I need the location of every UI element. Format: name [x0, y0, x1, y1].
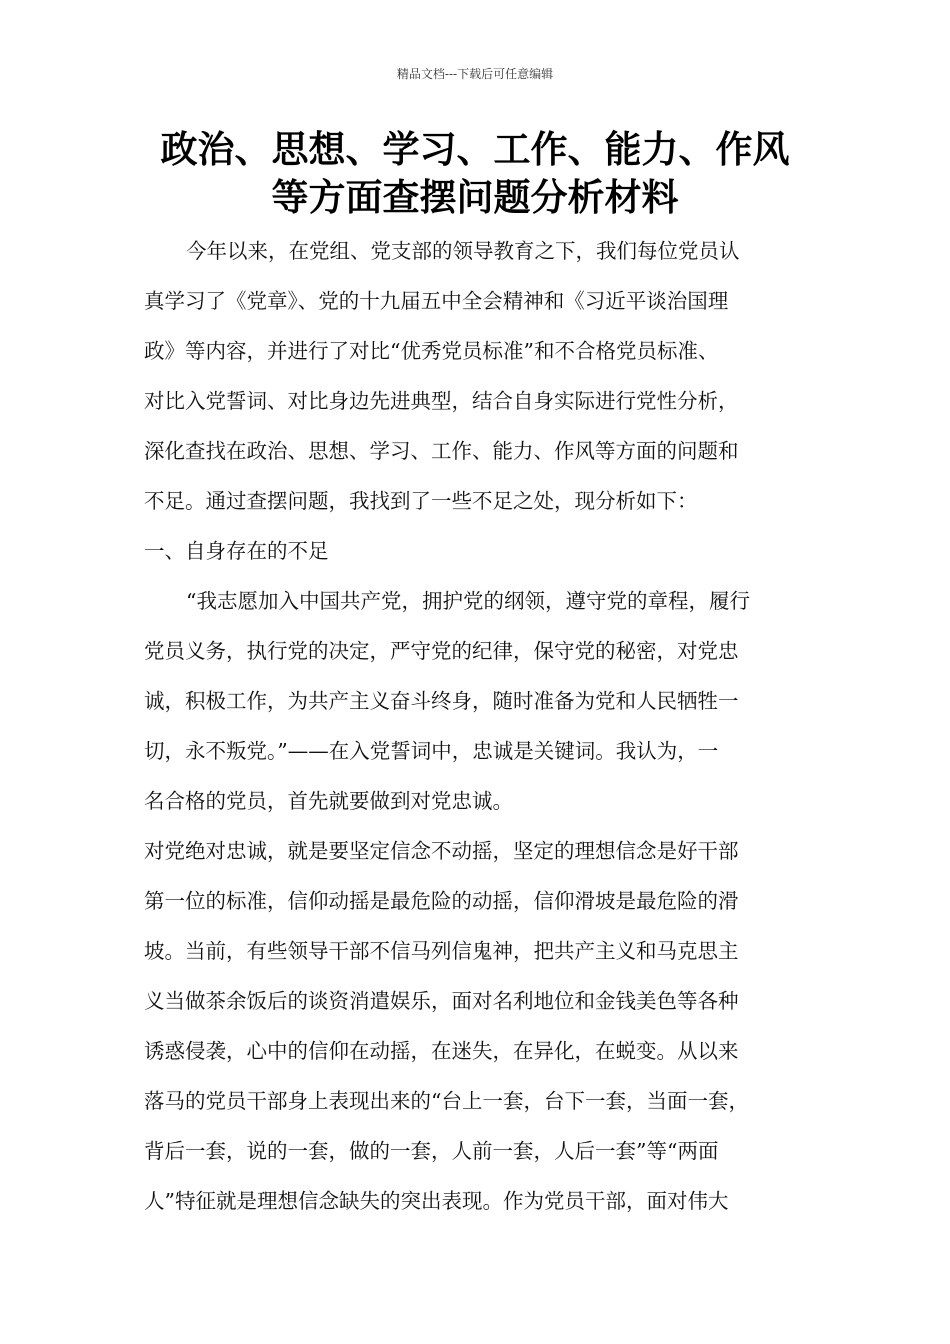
text-line: “我志愿加入中国共产党，拥护党的纲领，遵守党的章程，履行 [186, 589, 750, 613]
text-line: 落马的党员干部身上表现出来的“台上一套，台下一套，当面一套， [144, 1089, 749, 1113]
text-line: 名合格的党员，首先就要做到对党忠诚。 [144, 789, 513, 813]
text-line: 义当做茶余饭后的谈资消遣娱乐，面对名利地位和金钱美色等各种 [144, 989, 739, 1013]
title-line-2: 等方面查摆问题分析材料 [271, 176, 679, 219]
text-line: 第一位的标准，信仰动摇是最危险的动摇，信仰滑坡是最危险的滑 [144, 889, 739, 913]
section-heading: 一、自身存在的不足 [144, 539, 329, 563]
document-body [144, 232, 824, 1232]
text-line: 坡。当前，有些领导干部不信马列信鬼神，把共产主义和马克思主 [144, 939, 739, 963]
title-line-1: 政治、思想、学习、工作、能力、作风 [160, 128, 790, 171]
text-line: 今年以来，在党组、党支部的领导教育之下，我们每位党员认 [186, 239, 740, 263]
text-line: 对党绝对忠诚，就是要坚定信念不动摇，坚定的理想信念是好干部 [144, 839, 739, 863]
text-line: 不足。通过查摆问题，我找到了一些不足之处，现分析如下： [144, 489, 698, 513]
text-line: 背后一套，说的一套，做的一套，人前一套，人后一套”等“两面 [144, 1139, 719, 1163]
document-title [100, 126, 850, 222]
text-line: 人”特征就是理想信念缺失的突出表现。作为党员干部，面对伟大 [144, 1189, 729, 1213]
text-line: 诱惑侵袭，心中的信仰在动摇，在迷失，在异化，在蜕变。从以来 [144, 1039, 739, 1063]
text-line: 党员义务，执行党的决定，严守党的纪律，保守党的秘密，对党忠 [144, 639, 739, 663]
page-header: 精品文档---下载后可任意编辑 [396, 67, 554, 81]
text-line: 对比入党誓词、对比身边先进典型，结合自身实际进行党性分析， [144, 389, 739, 413]
text-line: 真学习了《党章》、党的十九届五中全会精神和《习近平谈治国理 [144, 289, 729, 313]
text-line: 诚，积极工作，为共产主义奋斗终身，随时准备为党和人民牺牲一 [144, 689, 739, 713]
text-line: 深化查找在政治、思想、学习、工作、能力、作风等方面的问题和 [144, 439, 739, 463]
text-line: 切，永不叛党。”——在入党誓词中，忠诚是关键词。我认为，一 [144, 739, 719, 763]
text-line: 政》等内容，并进行了对比“优秀党员标准”和不合格党员标准、 [144, 339, 719, 363]
